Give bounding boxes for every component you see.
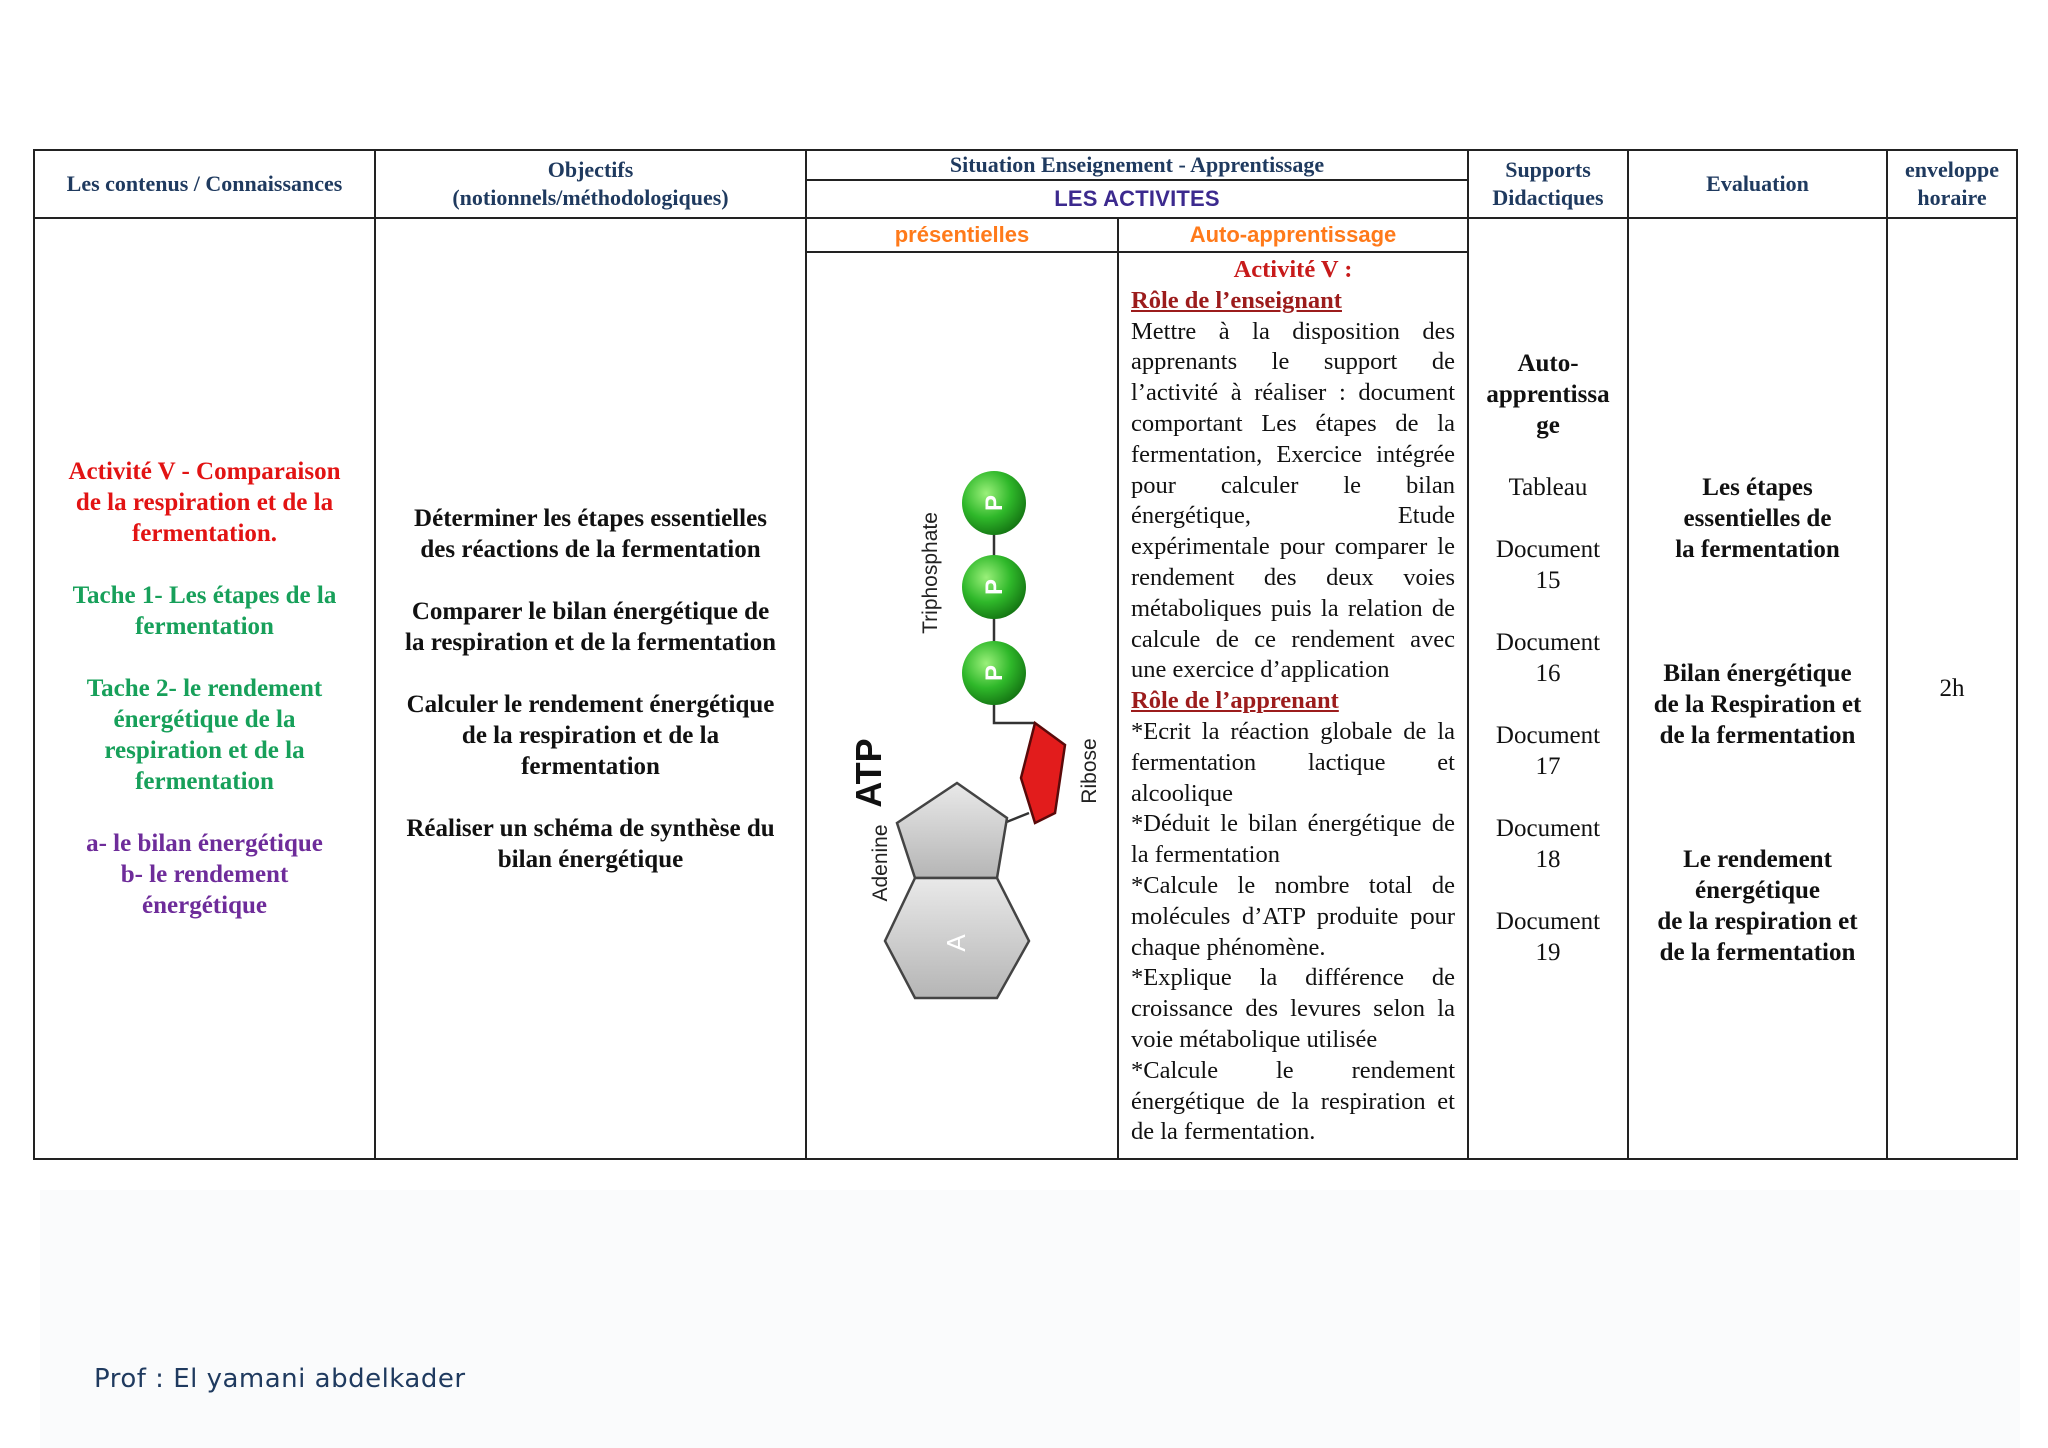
enveloppe-cell: 2h <box>1887 218 2017 1159</box>
header-supports: Supports Didactiques <box>1468 150 1628 218</box>
footer-author: Prof : El yamani abdelkader <box>94 1364 466 1394</box>
contenus-cell: Activité V - Comparaison de la respiration et de la fermentation. Tache 1- Les étapes de la fermentation Tache 2- le rendement énergétique de la respiration et de la fermentation a- le bilan énergétique b- le rendement énergétique <box>34 218 375 1159</box>
header-objectifs: Objectifs (notionnels/méthodologiques) <box>375 150 806 218</box>
svg-text:P: P <box>981 494 1008 512</box>
lesson-table <box>33 149 2018 1160</box>
auto-apprentissage-cell: Activité V : Rôle de l’enseignant Mettre à la disposition des apprenants le support de l’activité à réaliser : document comportant Les étapes de la fermentation, Exercice intégrée pour calculer le bilan énergétique, Etude expérimentale pour comparer le rendement des deux voies métaboliques puis la relation de calcule de ce rendement avec une exercice d’application Rôle de l’apprenant *Ecrit la réaction globale de la fermentation lactique et alcoolique *Déduit le bilan énergétique de la fermentation *Calcule le nombre total de molécules d’ATP produite pour chaque phénomène. *Explique la différence de croissance des levures selon la voie métabolique utilisée *Calcule le rendement énergétique de la respiration et de la fermentation. <box>1118 252 1468 1159</box>
header-evaluation: Evaluation <box>1628 150 1887 218</box>
subheader-auto: Auto-apprentissage <box>1118 218 1468 252</box>
adenine-pentagon <box>897 783 1007 878</box>
adenine-label: Adenine <box>869 824 892 902</box>
header-situation: Situation Enseignement - Apprentissage <box>806 150 1468 180</box>
header-activites: LES ACTIVITES <box>806 180 1468 218</box>
phosphate-1 <box>962 471 1026 535</box>
header-contenus: Les contenus / Connaissances <box>34 150 375 218</box>
atp-title: ATP <box>848 738 889 808</box>
header-enveloppe: enveloppe horaire <box>1887 150 2017 218</box>
ribose-label: Ribose <box>1078 738 1101 804</box>
svg-text:P: P <box>981 664 1008 682</box>
triphosphate-label: Triphosphate <box>919 512 942 634</box>
phosphate-2 <box>962 555 1026 619</box>
atp-diagram <box>807 253 1117 1153</box>
phosphate-3 <box>962 641 1026 705</box>
footer-shade <box>40 1190 2020 1448</box>
objectifs-cell: Déterminer les étapes essentielles des réactions de la fermentation Comparer le bilan énergétique de la respiration et de la fermentation Calculer le rendement énergétique de la respiration et de la fermentation Réaliser un schéma de synthèse du bilan énergétique <box>375 218 806 1159</box>
svg-text:P: P <box>981 578 1008 596</box>
supports-cell: Auto- apprentissa ge Tableau Document 15 Document 16 Document 17 Document 18 Document 19 <box>1468 218 1628 1159</box>
atp-figure-cell <box>806 252 1118 1159</box>
evaluation-cell: Les étapes essentielles de la fermentation Bilan énergétique de la Respiration et de la fermentation Le rendement énergétique de la respiration et de la fermentation <box>1628 218 1887 1159</box>
ribose-shape <box>1021 723 1065 823</box>
subheader-presentielles: présentielles <box>806 218 1118 252</box>
adenine-base-label: A <box>941 934 971 952</box>
